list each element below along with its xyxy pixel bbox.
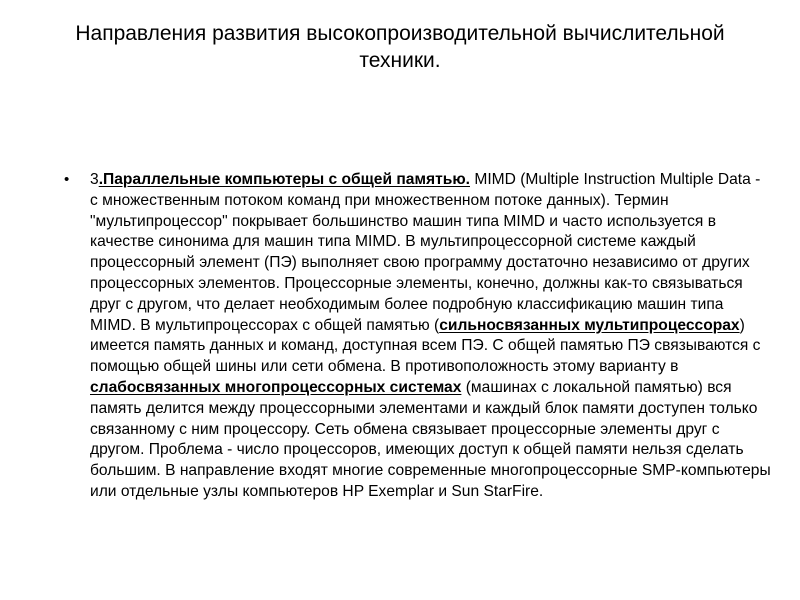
loosely-coupled-multiprocessor-systems-link[interactable]: слабосвязанных многопроцессорных системах xyxy=(90,378,462,396)
section-heading: .Параллельные компьютеры с общей памятью. xyxy=(98,171,470,188)
slide-title-line-1: Направления развития высокопроизводительной вычислительной xyxy=(75,22,725,45)
strongly-coupled-multiprocessors-link[interactable]: сильносвязанных мультипроцессорах xyxy=(439,316,740,334)
slide-title-line-2: техники. xyxy=(359,49,441,72)
section-number: 3 xyxy=(90,171,99,188)
paragraph-text-3: (машинах с локальной памятью) вся память делится между процессорными элементами и каждый блок памяти доступен только связанному с ним процессору. Сеть обмена связывает процессорные элементы друг с другом. Проблема - число процессоров, имеющих доступ к общей памяти нельзя сделать большим. В направление входят многие современные многопроцессорные SMP-компьютеры или отдельные узлы компьютеров HP Exemplar и Sun StarFire. xyxy=(90,378,771,500)
paragraph-text-2: ) имеется память данных и команд, доступная всем ПЭ. С общей памятью ПЭ связываются с помощью общей шины или сети обмена. В противоположность этому варианту в xyxy=(90,316,761,376)
bullet-marker: • xyxy=(64,171,70,188)
slide-title xyxy=(40,20,760,74)
bullet-list xyxy=(64,170,772,503)
bullet-item xyxy=(64,170,772,503)
paragraph-text-1: MIMD (Multiple Instruction Multiple Data - с множественным потоком команд при множественном потоке данных). Термин "мультипроцессор" покрывает большинство машин типа MIMD и часто используется в качестве синонима для машин типа MIMD. В мультипроцессорной системе каждый процессорный элемент (ПЭ) выполняет свою программу достаточно независимо от других процессорных элементов. Процессорные элементы, конечно, должны как-то связываться друг с другом, что делает необходимым более подробную классификацию машин типа MIMD. В мультипроцессорах с общей памятью ( xyxy=(90,171,761,334)
